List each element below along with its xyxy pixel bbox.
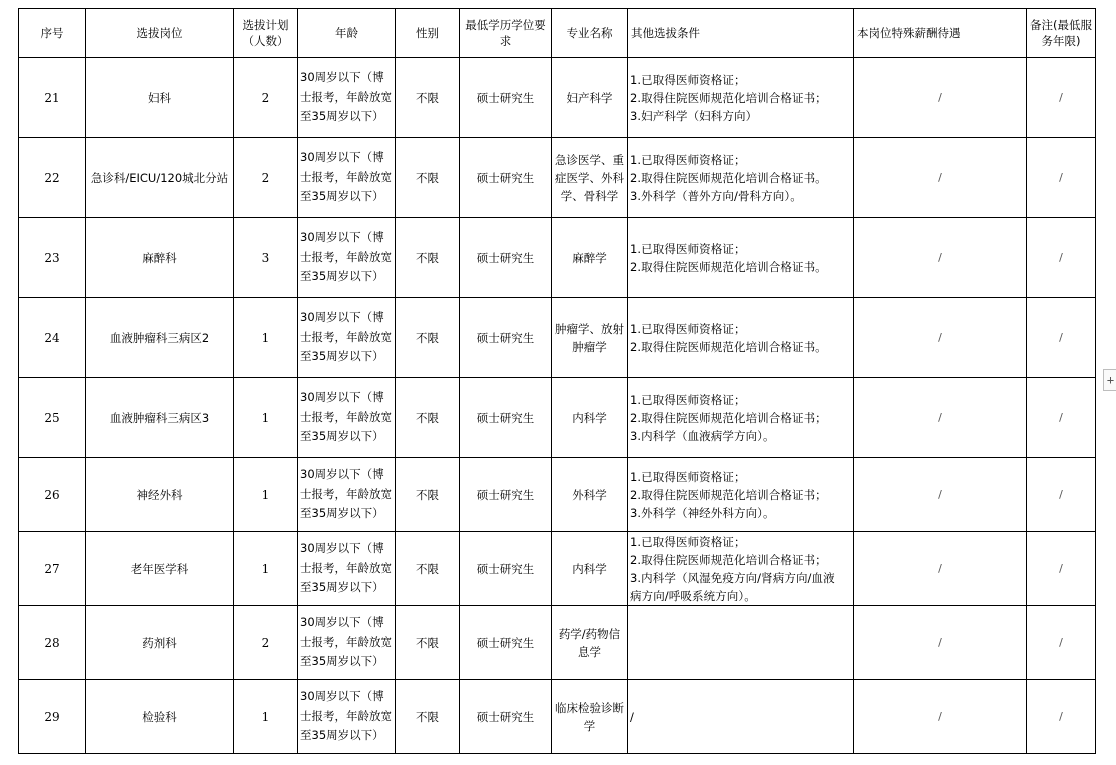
row-plan: 1 xyxy=(234,680,298,754)
row-age: 30周岁以下（博士报考，年龄放宽至35周岁以下） xyxy=(298,458,396,532)
table-row xyxy=(19,58,1096,138)
row-post: 老年医学科 xyxy=(86,532,234,606)
row-degree: 硕士研究生 xyxy=(460,378,552,458)
col-header-age: 年龄 xyxy=(298,9,396,58)
condition-line: 1.已取得医师资格证； xyxy=(630,321,746,336)
row-remark: / xyxy=(1027,378,1096,458)
row-no: 22 xyxy=(19,138,86,218)
row-conditions xyxy=(628,680,854,754)
row-conditions xyxy=(628,606,854,680)
condition-line: 2.取得住院医师规范化培训合格证书； xyxy=(630,410,827,425)
row-conditions xyxy=(628,138,854,218)
condition-line: 1.已取得医师资格证； xyxy=(630,241,746,256)
row-gender: 不限 xyxy=(396,138,460,218)
row-post: 血液肿瘤科三病区2 xyxy=(86,298,234,378)
row-plan: 2 xyxy=(234,606,298,680)
row-conditions xyxy=(628,58,854,138)
row-degree: 硕士研究生 xyxy=(460,218,552,298)
col-header-salary: 本岗位特殊薪酬待遇 xyxy=(854,9,1027,58)
condition-line: 3.外科学（普外方向/骨科方向）。 xyxy=(630,188,802,203)
row-post: 急诊科/EICU/120城北分站 xyxy=(86,138,234,218)
row-post: 检验科 xyxy=(86,680,234,754)
condition-line: 2.取得住院医师规范化培训合格证书。 xyxy=(630,259,827,274)
col-header-remark: 备注(最低服务年限) xyxy=(1027,9,1096,58)
row-salary: / xyxy=(854,58,1027,138)
row-major: 麻醉学 xyxy=(552,218,628,298)
row-conditions xyxy=(628,458,854,532)
row-post: 血液肿瘤科三病区3 xyxy=(86,378,234,458)
condition-line: 1.已取得医师资格证； xyxy=(630,534,746,549)
row-age: 30周岁以下（博士报考，年龄放宽至35周岁以下） xyxy=(298,378,396,458)
row-conditions xyxy=(628,532,854,606)
row-gender: 不限 xyxy=(396,532,460,606)
condition-line: 1.已取得医师资格证； xyxy=(630,469,746,484)
table-row xyxy=(19,458,1096,532)
row-gender: 不限 xyxy=(396,606,460,680)
row-age: 30周岁以下（博士报考，年龄放宽至35周岁以下） xyxy=(298,298,396,378)
condition-line: 3.妇产科学（妇科方向） xyxy=(630,108,758,123)
row-major: 肿瘤学、放射肿瘤学 xyxy=(552,298,628,378)
row-major: 药学/药物信息学 xyxy=(552,606,628,680)
row-salary: / xyxy=(854,680,1027,754)
row-gender: 不限 xyxy=(396,378,460,458)
row-remark: / xyxy=(1027,458,1096,532)
col-header-gender: 性别 xyxy=(396,9,460,58)
condition-line: 2.取得住院医师规范化培训合格证书。 xyxy=(630,339,827,354)
col-header-conditions: 其他选拔条件 xyxy=(628,9,854,58)
condition-line: 2.取得住院医师规范化培训合格证书； xyxy=(630,90,827,105)
row-gender: 不限 xyxy=(396,58,460,138)
row-degree: 硕士研究生 xyxy=(460,58,552,138)
row-no: 25 xyxy=(19,378,86,458)
row-major: 内科学 xyxy=(552,532,628,606)
row-plan: 2 xyxy=(234,58,298,138)
row-salary: / xyxy=(854,606,1027,680)
row-post: 药剂科 xyxy=(86,606,234,680)
row-conditions xyxy=(628,218,854,298)
row-remark: / xyxy=(1027,298,1096,378)
condition-line: 3.内科学（风湿免疫方向/肾病方向/血液 xyxy=(630,570,835,585)
row-degree: 硕士研究生 xyxy=(460,138,552,218)
col-header-degree: 最低学历学位要求 xyxy=(460,9,552,58)
condition-line: 3.内科学（血液病学方向）。 xyxy=(630,428,775,443)
condition-line: 2.取得住院医师规范化培训合格证书； xyxy=(630,487,827,502)
condition-line: 1.已取得医师资格证； xyxy=(630,152,746,167)
table-row xyxy=(19,218,1096,298)
row-no: 28 xyxy=(19,606,86,680)
row-plan: 1 xyxy=(234,532,298,606)
table-body xyxy=(19,58,1096,754)
row-salary: / xyxy=(854,378,1027,458)
condition-line: / xyxy=(630,709,634,724)
condition-line: 3.外科学（神经外科方向）。 xyxy=(630,505,775,520)
row-plan: 3 xyxy=(234,218,298,298)
row-no: 29 xyxy=(19,680,86,754)
row-gender: 不限 xyxy=(396,458,460,532)
row-age: 30周岁以下（博士报考，年龄放宽至35周岁以下） xyxy=(298,58,396,138)
row-major: 外科学 xyxy=(552,458,628,532)
row-post: 麻醉科 xyxy=(86,218,234,298)
col-header-major: 专业名称 xyxy=(552,9,628,58)
table-row xyxy=(19,680,1096,754)
row-remark: / xyxy=(1027,58,1096,138)
condition-line: 病方向/呼吸系统方向）。 xyxy=(630,588,756,603)
row-plan: 1 xyxy=(234,458,298,532)
condition-line: 2.取得住院医师规范化培训合格证书； xyxy=(630,552,827,567)
condition-line: 1.已取得医师资格证； xyxy=(630,392,746,407)
row-salary: / xyxy=(854,138,1027,218)
row-conditions xyxy=(628,378,854,458)
table-row xyxy=(19,138,1096,218)
recruitment-table xyxy=(18,8,1096,754)
row-remark: / xyxy=(1027,218,1096,298)
row-major: 临床检验诊断学 xyxy=(552,680,628,754)
expand-button[interactable]: + xyxy=(1103,369,1116,391)
row-no: 24 xyxy=(19,298,86,378)
row-salary: / xyxy=(854,298,1027,378)
row-salary: / xyxy=(854,458,1027,532)
table-row xyxy=(19,378,1096,458)
row-no: 21 xyxy=(19,58,86,138)
row-degree: 硕士研究生 xyxy=(460,680,552,754)
col-header-plan: 选拔计划（人数） xyxy=(234,9,298,58)
row-gender: 不限 xyxy=(396,218,460,298)
row-degree: 硕士研究生 xyxy=(460,458,552,532)
row-post: 妇科 xyxy=(86,58,234,138)
row-gender: 不限 xyxy=(396,298,460,378)
row-no: 27 xyxy=(19,532,86,606)
row-major: 内科学 xyxy=(552,378,628,458)
row-post: 神经外科 xyxy=(86,458,234,532)
row-remark: / xyxy=(1027,138,1096,218)
col-header-post: 选拔岗位 xyxy=(86,9,234,58)
row-no: 26 xyxy=(19,458,86,532)
row-major: 妇产科学 xyxy=(552,58,628,138)
condition-line: 1.已取得医师资格证； xyxy=(630,72,746,87)
row-plan: 2 xyxy=(234,138,298,218)
row-remark: / xyxy=(1027,680,1096,754)
table-row xyxy=(19,606,1096,680)
row-gender: 不限 xyxy=(396,680,460,754)
row-degree: 硕士研究生 xyxy=(460,532,552,606)
row-conditions xyxy=(628,298,854,378)
col-header-no: 序号 xyxy=(19,9,86,58)
row-plan: 1 xyxy=(234,298,298,378)
row-age: 30周岁以下（博士报考，年龄放宽至35周岁以下） xyxy=(298,606,396,680)
condition-line: 2.取得住院医师规范化培训合格证书。 xyxy=(630,170,827,185)
row-age: 30周岁以下（博士报考，年龄放宽至35周岁以下） xyxy=(298,532,396,606)
row-plan: 1 xyxy=(234,378,298,458)
table-row xyxy=(19,532,1096,606)
row-remark: / xyxy=(1027,532,1096,606)
table-header-row xyxy=(19,9,1096,58)
row-major: 急诊医学、重症医学、外科学、骨科学 xyxy=(552,138,628,218)
row-age: 30周岁以下（博士报考，年龄放宽至35周岁以下） xyxy=(298,138,396,218)
row-salary: / xyxy=(854,532,1027,606)
row-age: 30周岁以下（博士报考，年龄放宽至35周岁以下） xyxy=(298,218,396,298)
row-age: 30周岁以下（博士报考，年龄放宽至35周岁以下） xyxy=(298,680,396,754)
row-degree: 硕士研究生 xyxy=(460,298,552,378)
row-no: 23 xyxy=(19,218,86,298)
row-remark: / xyxy=(1027,606,1096,680)
table-row xyxy=(19,298,1096,378)
row-salary: / xyxy=(854,218,1027,298)
row-degree: 硕士研究生 xyxy=(460,606,552,680)
